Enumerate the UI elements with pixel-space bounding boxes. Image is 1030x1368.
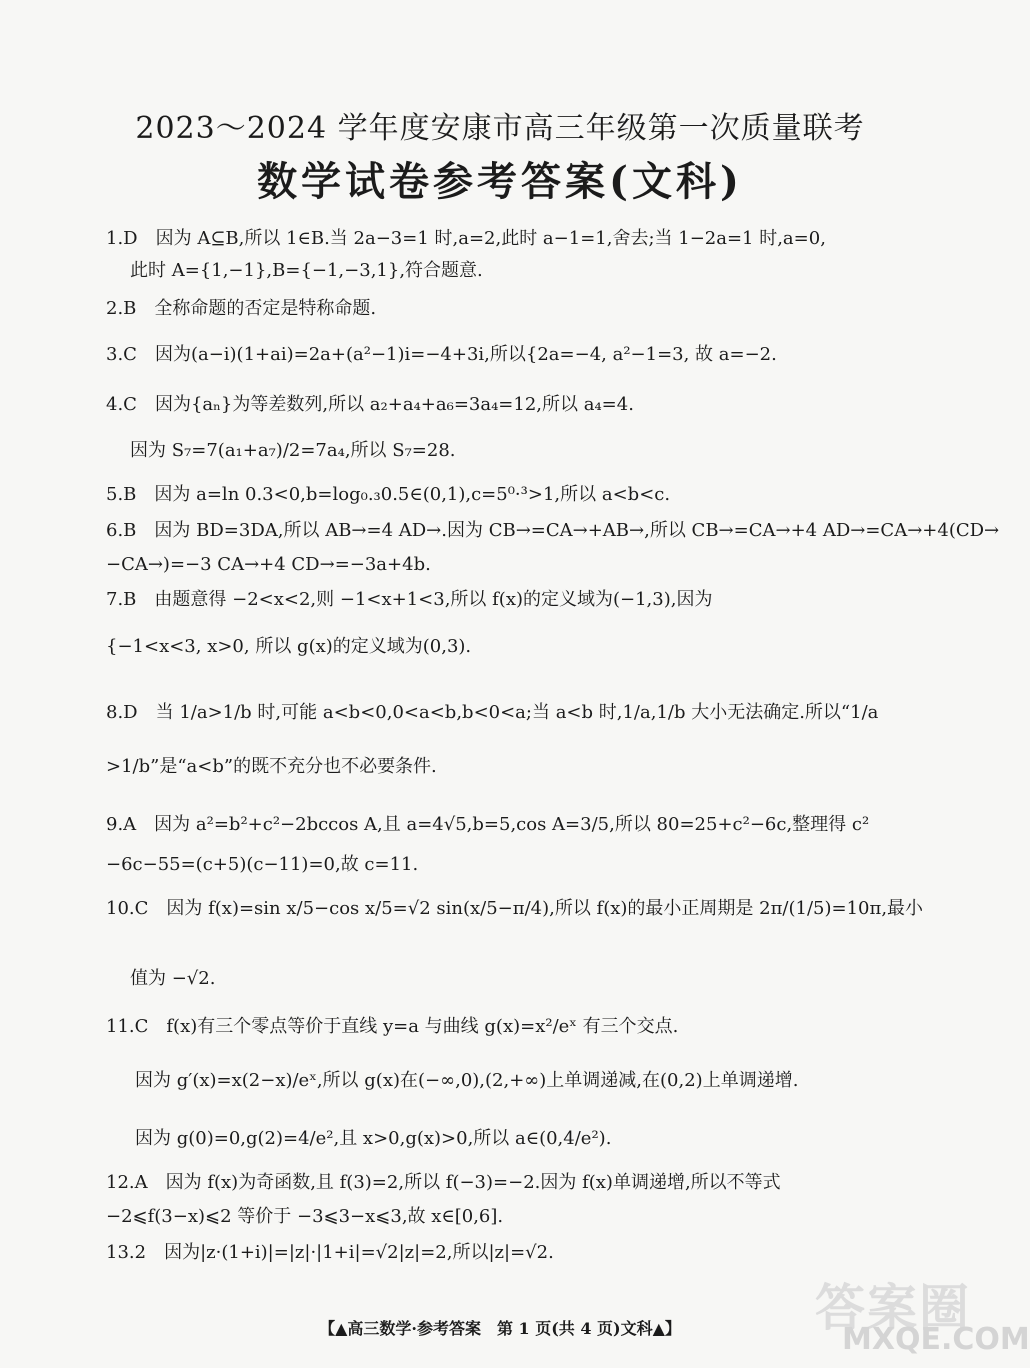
answer-13: 13.2 因为|z·(1+i)|=|z|·|1+i|=√2|z|=2,所以|z|=√2.	[106, 1242, 554, 1263]
answer-10-line-2: 值为 −√2.	[130, 968, 216, 989]
answer-key-title: 数学试卷参考答案(文科)	[257, 158, 743, 205]
exam-title: 2023～2024 学年度安康市高三年级第一次质量联考	[135, 111, 865, 146]
answer-12-line-2: −2⩽f(3−x)⩽2 等价于 −3⩽3−x⩽3,故 x∈[0,6].	[106, 1206, 504, 1227]
answer-8-line-2: >1/b”是“a<b”的既不充分也不必要条件.	[106, 756, 437, 777]
answer-4-line-2: 因为 S₇=7(a₁+a₇)/2=7a₄,所以 S₇=28.	[130, 440, 456, 461]
answer-6-line-2: −CA→)=−3 CA→+4 CD→=−3a+4b.	[106, 554, 431, 575]
watermark-logo: 答案圈	[815, 1279, 971, 1337]
answer-10-line-1: 10.C 因为 f(x)=sin x/5−cos x/5=√2 sin(x/5−π/4),所以 f(x)的最小正周期是 2π/(1/5)=10π,最小	[106, 898, 924, 919]
answer-3: 3.C 因为(a−i)(1+ai)=2a+(a²−1)i=−4+3i,所以{2a=−4, a²−1=3, 故 a=−2.	[106, 344, 777, 365]
answer-1-line-2: 此时 A={1,−1},B={−1,−3,1},符合题意.	[130, 260, 483, 281]
answer-11-line-3: 因为 g(0)=0,g(2)=4/e²,且 x>0,g(x)>0,所以 a∈(0,4/e²).	[135, 1128, 612, 1149]
answer-7-line-2: {−1<x<3, x>0, 所以 g(x)的定义域为(0,3).	[106, 636, 472, 657]
page-footer: 【▲高三数学·参考答案 第 1 页(共 4 页)文科▲】	[319, 1319, 681, 1338]
answer-11-line-2: 因为 g′(x)=x(2−x)/eˣ,所以 g(x)在(−∞,0),(2,+∞)上单调递减,在(0,2)上单调递增.	[135, 1070, 799, 1091]
answer-9-line-2: −6c−55=(c+5)(c−11)=0,故 c=11.	[106, 854, 419, 875]
answer-12-line-1: 12.A 因为 f(x)为奇函数,且 f(3)=2,所以 f(−3)=−2.因为 f(x)单调递增,所以不等式	[106, 1172, 781, 1193]
answer-4-line-1: 4.C 因为{aₙ}为等差数列,所以 a₂+a₄+a₆=3a₄=12,所以 a₄=4.	[106, 394, 634, 415]
answer-2: 2.B 全称命题的否定是特称命题.	[106, 298, 377, 319]
answer-11-line-1: 11.C f(x)有三个零点等价于直线 y=a 与曲线 g(x)=x²/eˣ 有三个交点.	[106, 1016, 679, 1037]
answer-5: 5.B 因为 a=ln 0.3<0,b=log₀.₃0.5∈(0,1),c=5⁰·³>1,所以 a<b<c.	[106, 484, 671, 505]
answer-9-line-1: 9.A 因为 a²=b²+c²−2bccos A,且 a=4√5,b=5,cos A=3/5,所以 80=25+c²−6c,整理得 c²	[106, 814, 870, 835]
answer-8-line-1: 8.D 当 1/a>1/b 时,可能 a<b<0,0<a<b,b<0<a;当 a<b 时,1/a,1/b 大小无法确定.所以“1/a	[106, 702, 879, 723]
answer-6-line-1: 6.B 因为 BD=3DA,所以 AB→=4 AD→.因为 CB→=CA→+AB→,所以 CB→=CA→+4 AD→=CA→+4(CD→	[106, 520, 1000, 541]
answer-7-line-1: 7.B 由题意得 −2<x<2,则 −1<x+1<3,所以 f(x)的定义域为(−1,3),因为	[106, 589, 713, 610]
answer-1-line-1: 1.D 因为 A⊆B,所以 1∈B.当 2a−3=1 时,a=2,此时 a−1=1,舍去;当 1−2a=1 时,a=0,	[106, 228, 826, 249]
watermark-url: MXQE.COM	[842, 1322, 1030, 1357]
